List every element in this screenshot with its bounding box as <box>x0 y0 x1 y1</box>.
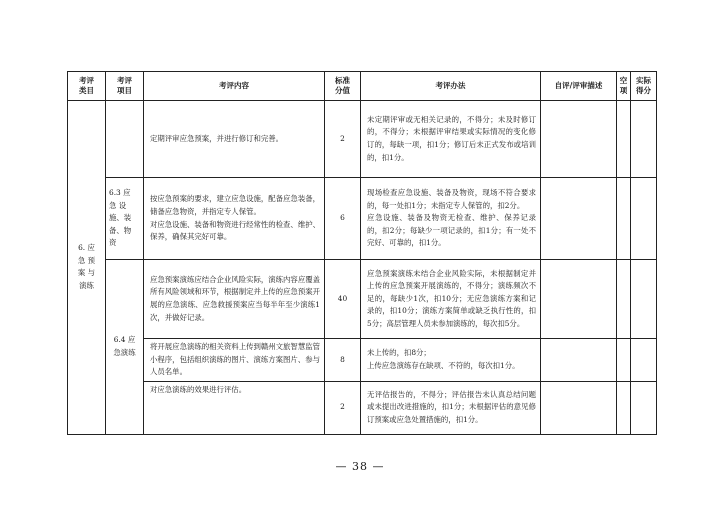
category-cell: 6. 应 急 预 案 与 演练 <box>68 101 106 435</box>
content-cell: 对应急演练的效果进行评估。 <box>144 381 325 434</box>
header-category: 考评 类目 <box>68 72 106 101</box>
header-row <box>68 72 657 101</box>
score-cell: 2 <box>325 101 361 178</box>
header-self-review: 自评/评审描述 <box>541 72 617 101</box>
method-cell: 无评估报告的，不得分；评估报告未认真总结问题或未提出改进措施的，扣1分；未根据评估的意见修订预案或应急处置措施的，扣1分。 <box>361 381 541 434</box>
content-cell: 定期评审应急预案，并进行修订和完善。 <box>144 101 325 178</box>
page-number: — 38 — <box>335 460 385 473</box>
score-cell: 2 <box>325 381 361 434</box>
actual-score-cell <box>631 381 657 434</box>
empty-cell <box>617 101 631 178</box>
table-row <box>68 178 657 260</box>
actual-score-cell <box>631 178 657 260</box>
self-review-cell <box>541 381 617 434</box>
self-review-cell <box>541 260 617 339</box>
table-row <box>68 381 657 434</box>
method-cell: 现场检查应急设施、装备及物资，现场不符合要求的，每一处扣1分；未指定专人保管的，扣2分。 应急设施、装备及物资无检查、维护、保养记录的，扣2分；每缺少一项记录的，扣1分；有一处不完好、可靠的，扣1分。 <box>361 178 541 260</box>
content-cell: 按应急预案的要求，建立应急设施，配备应急装备，储备应急物资，并指定专人保管。 对应急设施、装备和物资进行经常性的检查、维护、保养，确保其完好可靠。 <box>144 178 325 260</box>
score-cell: 6 <box>325 178 361 260</box>
header-item: 考评 项目 <box>106 72 144 101</box>
header-empty: 空 项 <box>617 72 631 101</box>
score-cell: 8 <box>325 339 361 382</box>
self-review-cell <box>541 178 617 260</box>
self-review-cell <box>541 101 617 178</box>
empty-cell <box>617 381 631 434</box>
method-cell: 未上传的，扣8分； 上传应急演练存在缺项、不符的，每次扣1分。 <box>361 339 541 382</box>
actual-score-cell <box>631 101 657 178</box>
empty-cell <box>617 178 631 260</box>
score-cell: 40 <box>325 260 361 339</box>
item-cell-empty <box>106 101 144 178</box>
empty-cell <box>617 260 631 339</box>
table-row <box>68 260 657 339</box>
actual-score-cell <box>631 260 657 339</box>
header-score: 标准 分值 <box>325 72 361 101</box>
method-cell: 应急预案演练未结合企业风险实际，未根据制定并上传的应急预案开展演练的，不得分；演练频次不足的，每缺少1次，扣10分；无应急演练方案和记录的，扣10分；演练方案简单或缺乏执行性的，扣5分；高层管理人员未参加演练的，每次扣5分。 <box>361 260 541 339</box>
header-method: 考评办法 <box>361 72 541 101</box>
item-cell: 6.3 应 急 设 施、装 备、物 资 <box>106 178 144 260</box>
item-cell: 6.4 应 急演练 <box>106 260 144 435</box>
method-cell: 未定期评审或无相关记录的，不得分；未及时修订的，不得分；未根据评审结果或实际情况的变化修订的，每缺一项，扣1分；修订后未正式发布或培训的，扣1分。 <box>361 101 541 178</box>
content-cell: 应急预案演练应结合企业风险实际，演练内容应覆盖所有风险领域和环节，根据制定并上传的应急预案开展的应急演练、应急救援预案应当每半年至少演练1次，并做好记录。 <box>144 260 325 339</box>
content-cell: 将开展应急演练的相关资料上传到赣州文旅智慧监管小程序，包括组织演练的图片、演练方案图片、参与人员名单。 <box>144 339 325 382</box>
header-actual: 实际 得分 <box>631 72 657 101</box>
table-row <box>68 101 657 178</box>
self-review-cell <box>541 339 617 382</box>
empty-cell <box>617 339 631 382</box>
actual-score-cell <box>631 339 657 382</box>
header-content: 考评内容 <box>144 72 325 101</box>
table-row <box>68 339 657 382</box>
evaluation-table <box>67 71 657 435</box>
